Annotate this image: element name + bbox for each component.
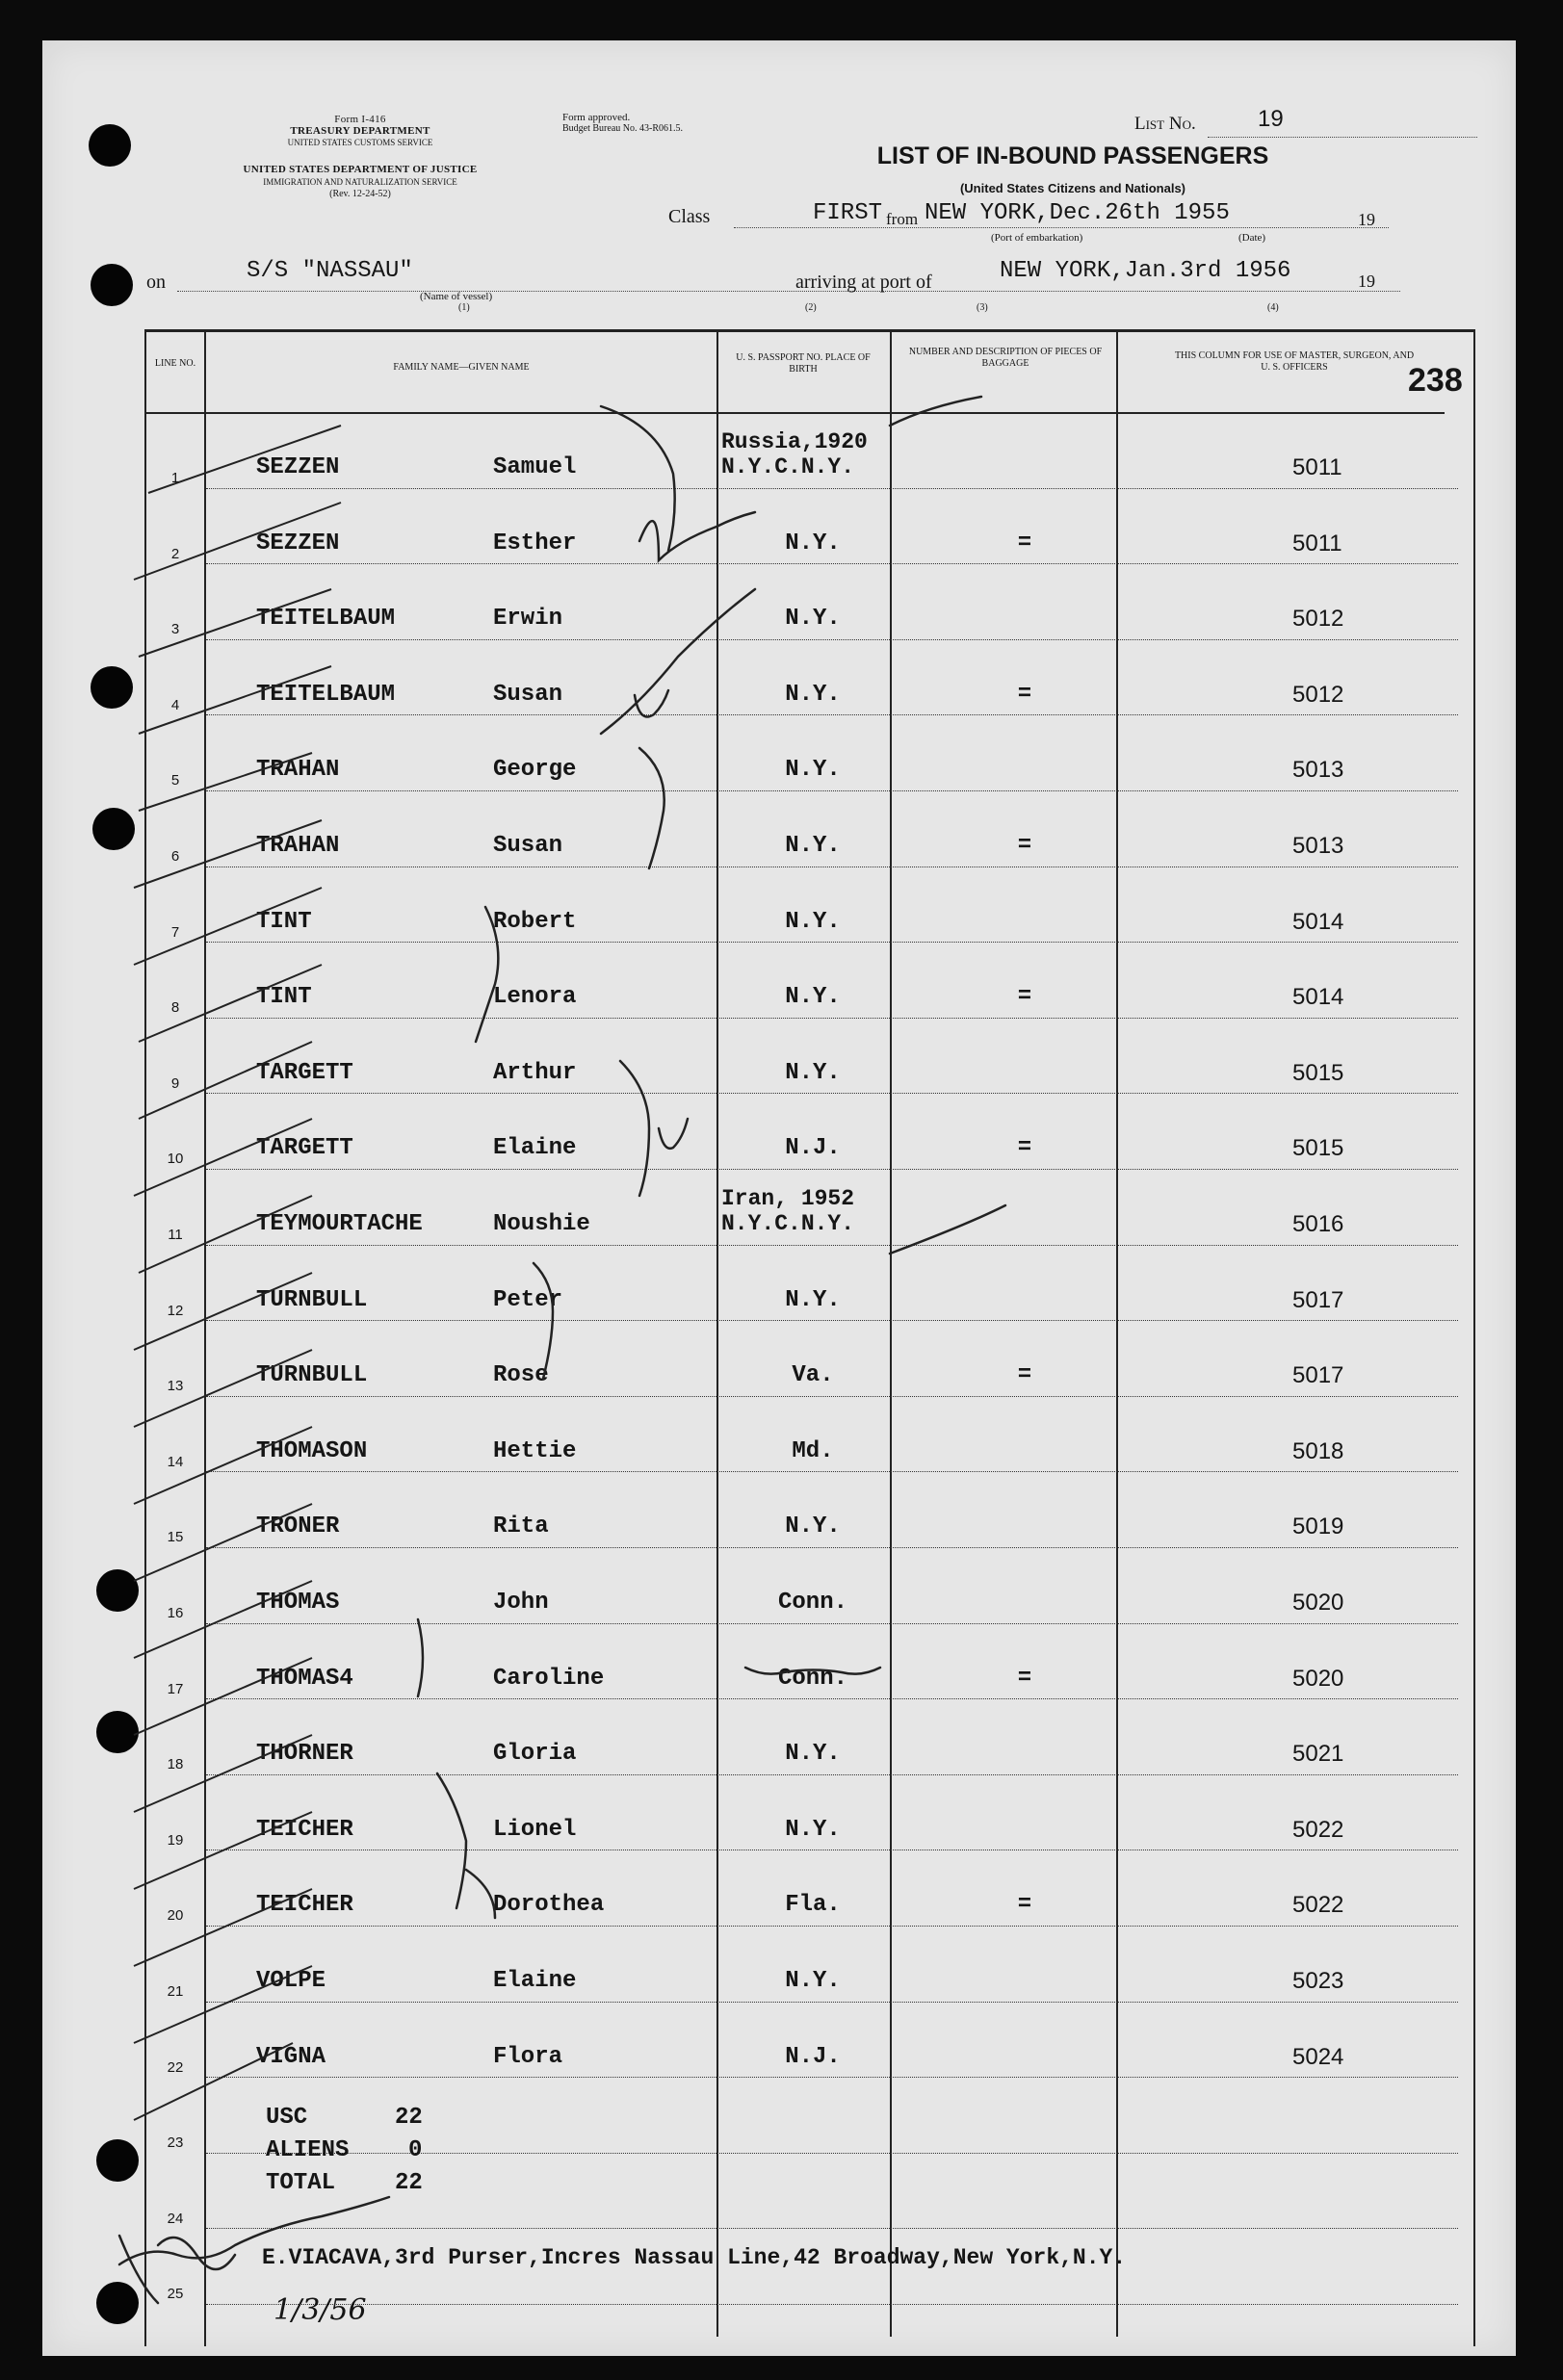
given-name: Flora <box>493 2043 563 2070</box>
family-name: TRONER <box>256 1513 340 1540</box>
place-of-birth: N.Y. <box>785 833 841 859</box>
col-heading-officers: THIS COLUMN FOR USE OF MASTER, SURGEON, AND U. S. OFFICERS <box>1174 350 1415 373</box>
document-page <box>42 40 1516 2356</box>
table-row <box>206 2077 1458 2078</box>
table-row <box>206 1396 1458 1397</box>
treasury-heading: TREASURY DEPARTMENT <box>290 125 430 137</box>
given-name: Erwin <box>493 606 563 633</box>
line-number: 20 <box>167 1907 184 1925</box>
family-name: TARGETT <box>256 1059 353 1086</box>
given-name: Arthur <box>493 1059 577 1086</box>
table-row <box>206 1926 1458 1927</box>
table-row <box>206 1698 1458 1699</box>
punch-hole <box>92 808 135 850</box>
form-approved: Form approved. <box>562 112 631 123</box>
officer-code: 5019 <box>1292 1513 1344 1540</box>
page-title: LIST OF IN-BOUND PASSENGERS <box>876 142 1269 169</box>
line-number: 17 <box>167 1680 184 1697</box>
given-name: Samuel <box>493 454 577 480</box>
baggage-mark: = <box>1017 1892 1032 1919</box>
revision: (Rev. 12-24-52) <box>329 189 391 199</box>
purser-signature-line: E.VIACAVA,3rd Purser,Incres Nassau Line,42 Broadway,New York,N.Y. <box>262 2245 1127 2270</box>
family-name: SEZZEN <box>256 454 340 480</box>
line-number: 13 <box>167 1378 184 1395</box>
family-name: THORNER <box>256 1741 353 1768</box>
line-number: 1 <box>170 470 180 486</box>
given-name: Susan <box>493 681 563 708</box>
punch-hole <box>96 1711 139 1753</box>
given-name: Gloria <box>493 1741 577 1768</box>
place-of-birth: N.Y. <box>785 908 841 935</box>
place-of-birth: N.Y. <box>785 1741 841 1768</box>
total-count: 22 <box>395 2170 423 2196</box>
family-name: SEZZEN <box>256 530 340 556</box>
family-name: TURNBULL <box>256 1286 368 1313</box>
given-name: Rose <box>493 1362 549 1389</box>
line-number: 2 <box>170 545 180 562</box>
arrival-port-value: NEW YORK,Jan.3rd 1956 <box>1000 258 1291 284</box>
col-heading-passport: U. S. PASSPORT NO. PLACE OF BIRTH <box>736 352 871 375</box>
table-row <box>206 1018 1458 1019</box>
given-name: Dorothea <box>493 1892 605 1919</box>
family-name: THOMASON <box>256 1437 368 1464</box>
table-row <box>206 1774 1458 1775</box>
col3-number: (3) <box>977 302 988 313</box>
punch-hole <box>96 2139 139 2182</box>
officer-code: 5014 <box>1292 984 1344 1011</box>
family-name: THOMAS <box>256 1590 340 1616</box>
family-name: TARGETT <box>256 1135 353 1162</box>
table-row <box>206 2228 1458 2229</box>
baggage-mark: = <box>1017 833 1032 859</box>
table-row <box>206 1623 1458 1624</box>
place-of-birth: N.J. <box>785 1135 841 1162</box>
year-suffix: 19 <box>1358 210 1375 229</box>
line-number: 5 <box>170 772 180 789</box>
col-heading-baggage: NUMBER AND DESCRIPTION OF PIECES OF BAGGAGE <box>908 347 1103 369</box>
line-number: 6 <box>170 848 180 865</box>
officer-code: 5015 <box>1292 1059 1344 1086</box>
line-number: 21 <box>167 1983 184 2000</box>
officer-code: 5020 <box>1292 1590 1344 1616</box>
table-row <box>206 790 1458 791</box>
table-row <box>206 1169 1458 1170</box>
budget-bureau: Budget Bureau No. 43-R061.5. <box>562 123 683 134</box>
officer-code: 5012 <box>1292 681 1344 708</box>
place-of-birth: N.Y. <box>785 1816 841 1843</box>
officer-code: 5024 <box>1292 2043 1344 2070</box>
place-of-birth: Conn. <box>777 1665 847 1692</box>
line-number: 4 <box>170 696 180 713</box>
family-name: TEYMOURTACHE <box>256 1211 423 1237</box>
birth-origin: Russia,1920 <box>721 429 868 454</box>
table-row <box>206 1245 1458 1246</box>
officer-code: 5016 <box>1292 1211 1344 1237</box>
family-name: TRAHAN <box>256 757 340 784</box>
given-name: Hettie <box>493 1437 577 1464</box>
officer-code: 5022 <box>1292 1892 1344 1919</box>
family-name: TEITELBAUM <box>256 606 396 633</box>
punch-hole <box>89 124 131 167</box>
given-name: Susan <box>493 833 563 859</box>
punch-hole <box>91 666 133 709</box>
year-suffix-2: 19 <box>1358 272 1375 291</box>
line-number: 10 <box>167 1151 184 1168</box>
page-subtitle: (United States Citizens and Nationals) <box>959 181 1186 195</box>
line-number: 9 <box>170 1074 180 1092</box>
officer-code: 5023 <box>1292 1968 1344 1994</box>
given-name: Lenora <box>493 984 577 1011</box>
customs-service: UNITED STATES CUSTOMS SERVICE <box>287 138 433 147</box>
aliens-label: ALIENS <box>266 2137 350 2163</box>
officer-code: 5011 <box>1292 530 1342 556</box>
table-row <box>206 2153 1458 2154</box>
ins-service: IMMIGRATION AND NATURALIZATION SERVICE <box>263 177 457 187</box>
officer-code: 5017 <box>1292 1362 1344 1389</box>
place-of-birth: N.Y. <box>785 681 841 708</box>
col-heading-name: FAMILY NAME—GIVEN NAME <box>393 362 530 373</box>
place-of-birth: N.Y. <box>785 1059 841 1086</box>
family-name: TINT <box>256 908 312 935</box>
place-of-birth: Fla. <box>785 1892 841 1919</box>
punch-hole <box>96 2282 139 2324</box>
vessel-caption: (Name of vessel) <box>420 291 493 302</box>
given-name: Robert <box>493 908 577 935</box>
given-name: Elaine <box>493 1135 577 1162</box>
from-label: from <box>886 210 919 228</box>
signature-date: 1/3/56 <box>274 2293 367 2327</box>
family-name: TURNBULL <box>256 1362 368 1389</box>
col4-number: (4) <box>1267 302 1279 313</box>
given-name: Noushie <box>493 1211 590 1237</box>
place-of-birth: N.Y. <box>785 984 841 1011</box>
officer-code: 5013 <box>1292 757 1344 784</box>
punch-hole <box>91 264 133 306</box>
col1-number: (1) <box>458 302 470 313</box>
baggage-mark: = <box>1017 1665 1032 1692</box>
family-name: TEICHER <box>256 1892 353 1919</box>
usc-count: 22 <box>395 2105 423 2131</box>
line-number: 12 <box>167 1302 184 1319</box>
baggage-mark: = <box>1017 1362 1032 1389</box>
officer-code: 5015 <box>1292 1135 1344 1162</box>
given-name: Lionel <box>493 1816 577 1843</box>
officer-code: 5011 <box>1292 454 1342 480</box>
embarkation-value: NEW YORK,Dec.26th 1955 <box>925 200 1230 226</box>
date-caption: (Date) <box>1238 232 1266 244</box>
given-name: John <box>493 1590 549 1616</box>
birth-origin: Iran, 1952 <box>721 1186 855 1211</box>
form-number: Form I-416 <box>334 114 386 125</box>
place-of-birth: N.Y. <box>785 757 841 784</box>
place-of-birth: N.Y. <box>785 1513 841 1540</box>
on-label: on <box>146 272 166 293</box>
place-of-birth: Va. <box>792 1362 834 1389</box>
class-label: Class <box>668 206 711 227</box>
page-number: 238 <box>1408 362 1463 399</box>
justice-heading: UNITED STATES DEPARTMENT OF JUSTICE <box>243 164 478 175</box>
place-of-birth: N.Y.C.N.Y. <box>721 454 855 479</box>
vessel-name: S/S "NASSAU" <box>247 258 413 284</box>
line-number: 14 <box>167 1453 184 1470</box>
line-number: 3 <box>170 621 180 638</box>
given-name: Elaine <box>493 1968 577 1994</box>
given-name: Rita <box>493 1513 549 1540</box>
line-number: 23 <box>167 2134 184 2152</box>
arriving-label: arriving at port of <box>795 272 932 293</box>
class-value: FIRST <box>813 200 883 226</box>
table-row <box>206 488 1458 489</box>
list-no-label: List No. <box>1134 114 1196 134</box>
baggage-mark: = <box>1017 984 1032 1011</box>
given-name: George <box>493 757 577 784</box>
officer-code: 5017 <box>1292 1286 1344 1313</box>
line-number: 18 <box>167 1756 184 1773</box>
usc-label: USC <box>266 2105 308 2131</box>
line-number: 7 <box>170 923 180 941</box>
table-row <box>206 639 1458 640</box>
given-name: Peter <box>493 1286 563 1313</box>
family-name: TINT <box>256 984 312 1011</box>
total-label: TOTAL <box>266 2170 336 2196</box>
table-row <box>206 563 1458 564</box>
table-row <box>206 2304 1458 2305</box>
officer-code: 5014 <box>1292 908 1344 935</box>
officer-code: 5013 <box>1292 833 1344 859</box>
place-of-birth: Md. <box>792 1437 834 1464</box>
line-number: 25 <box>167 2286 184 2303</box>
officer-code: 5018 <box>1292 1437 1344 1464</box>
punch-hole <box>96 1569 139 1612</box>
place-of-birth: N.Y.C.N.Y. <box>721 1211 855 1236</box>
table-row <box>206 714 1458 715</box>
family-name: VIGNA <box>256 2043 326 2070</box>
baggage-mark: = <box>1017 681 1032 708</box>
line-number: 15 <box>167 1529 184 1546</box>
family-name: TRAHAN <box>256 833 340 859</box>
col2-number: (2) <box>805 302 817 313</box>
line-number: 16 <box>167 1605 184 1621</box>
table-row <box>206 1093 1458 1094</box>
place-of-birth: N.Y. <box>785 606 841 633</box>
given-name: Caroline <box>493 1665 605 1692</box>
place-of-birth: N.Y. <box>785 1968 841 1994</box>
col-heading-line: LINE NO. <box>154 358 196 369</box>
port-embarkation-caption: (Port of embarkation) <box>991 232 1083 244</box>
place-of-birth: N.J. <box>785 2043 841 2070</box>
line-number: 19 <box>167 1831 184 1849</box>
baggage-mark: = <box>1017 530 1032 556</box>
line-number: 22 <box>167 2058 184 2076</box>
table-row <box>206 1320 1458 1321</box>
family-name: TEITELBAUM <box>256 681 396 708</box>
given-name: Esther <box>493 530 577 556</box>
table-row <box>206 1471 1458 1472</box>
line-number: 24 <box>167 2210 184 2227</box>
family-name: TEICHER <box>256 1816 353 1843</box>
baggage-mark: = <box>1017 1135 1032 1162</box>
officer-code: 5012 <box>1292 606 1344 633</box>
table-row <box>206 1547 1458 1548</box>
list-no-value: 19 <box>1258 106 1284 132</box>
line-number: 11 <box>168 1227 183 1243</box>
officer-code: 5022 <box>1292 1816 1344 1843</box>
family-name: THOMAS4 <box>256 1665 353 1692</box>
place-of-birth: N.Y. <box>785 530 841 556</box>
line-number: 8 <box>170 999 180 1017</box>
place-of-birth: Conn. <box>777 1590 847 1616</box>
table-row <box>206 942 1458 943</box>
officer-code: 5021 <box>1292 1741 1344 1768</box>
table-row <box>206 2002 1458 2003</box>
officer-code: 5020 <box>1292 1665 1344 1692</box>
place-of-birth: N.Y. <box>785 1286 841 1313</box>
family-name: VOLPE <box>256 1968 326 1994</box>
aliens-count: 0 <box>408 2137 423 2163</box>
